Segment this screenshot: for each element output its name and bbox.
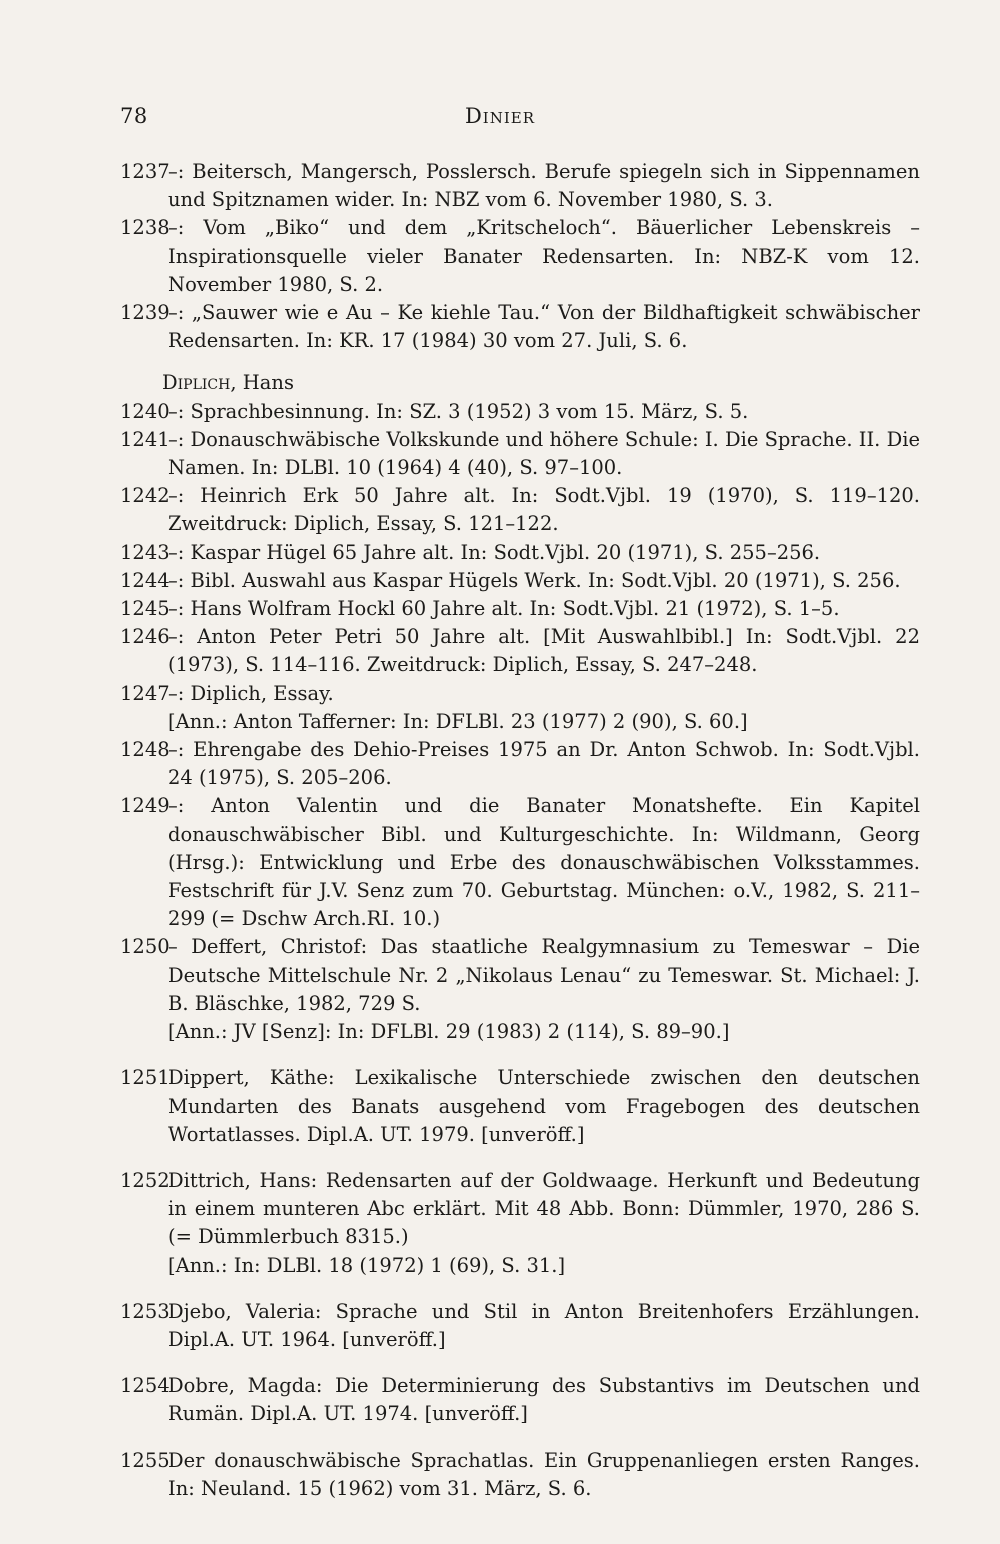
bibliography-entry: [120, 680, 920, 736]
entry-text: –: Anton Peter Petri 50 Jahre alt. [Mit Auswahlbibl.] In: Sodt.Vjbl. 22 (1973), S. 114–116. Zweitdruck: Diplich, Essay, S. 247–248.: [168, 625, 920, 677]
bibliography-entry: [120, 539, 920, 567]
author-surname: Diplich: [162, 371, 231, 395]
entry-text: –: Vom „Biko“ und dem „Kritscheloch“. Bäuerlicher Lebenskreis – Inspirationsquelle vieler Banater Redensarten. In: NBZ-K vom 12. November 1980, S. 2.: [168, 216, 920, 296]
bibliography-list: [120, 158, 920, 1503]
entry-number: 1238: [120, 216, 170, 240]
page-number: 78: [120, 104, 148, 128]
bibliography-entry: [120, 398, 920, 426]
entry-number: 1237: [120, 160, 170, 183]
bibliography-entry: [120, 482, 920, 538]
entry-annotation: [Ann.: In: DLBl. 18 (1972) 1 (69), S. 31.]: [168, 1253, 566, 1277]
bibliography-entry: [120, 1372, 920, 1428]
entry-number: 1251: [120, 1066, 170, 1090]
bibliography-entry: [120, 214, 920, 299]
bibliography-entry: [120, 736, 920, 792]
bibliography-entry: [120, 567, 920, 595]
entry-text: –: Donauschwäbische Volkskunde und höhere Schule: I. Die Sprache. II. Die Namen. In: DLBl. 10 (1964) 4 (40), S. 97–100.: [168, 427, 920, 480]
entry-text: –: Diplich, Essay.: [168, 681, 334, 705]
entry-number: 1246: [120, 625, 170, 649]
bibliography-entry: [120, 1064, 920, 1149]
author-separator: ,: [230, 371, 243, 395]
entry-text: Dobre, Magda: Die Determinierung des Substantivs im Deutschen und Rumän. Dipl.A. UT. 1974. [unveröff.]: [168, 1374, 920, 1426]
entry-text: –: Heinrich Erk 50 Jahre alt. In: Sodt.Vjbl. 19 (1970), S. 119–120. Zweitdruck: Diplich, Essay, S. 121–122.: [168, 484, 920, 536]
entry-number: 1248: [120, 738, 170, 762]
bibliography-entry: [120, 595, 920, 623]
entry-body: [160, 933, 920, 1046]
entry-number: 1242: [120, 484, 170, 508]
entry-number: 1241: [120, 427, 170, 451]
entry-number: 1249: [120, 794, 170, 818]
entry-text: Der donauschwäbische Sprachatlas. Ein Gruppenanliegen ersten Ranges. In: Neuland. 15 (1962) vom 31. März, S. 6.: [168, 1448, 920, 1500]
running-head: Dinier: [464, 104, 536, 128]
entry-number: 1254: [120, 1374, 170, 1398]
bibliography-entry: [120, 792, 920, 933]
entry-text: Dippert, Käthe: Lexikalische Unterschiede zwischen den deutschen Mundarten des Banats ausgehend vom Fragebogen des deutschen Wortatlasses. Dipl.A. UT. 1979. [unveröff.]: [168, 1066, 920, 1146]
bibliography-entry: [120, 1167, 920, 1280]
entry-number: 1247: [120, 681, 170, 705]
entry-annotation: [Ann.: Anton Tafferner: In: DFLBl. 23 (1977) 2 (90), S. 60.]: [168, 709, 748, 733]
entry-number: 1244: [120, 568, 170, 592]
page-header: [120, 104, 880, 140]
entry-number: 1239: [120, 301, 170, 325]
entry-number: 1253: [120, 1299, 170, 1323]
author-given-name: Hans: [242, 371, 294, 395]
bibliography-entry: [120, 426, 920, 482]
entry-text: –: Bibl. Auswahl aus Kaspar Hügels Werk. In: Sodt.Vjbl. 20 (1971), S. 256.: [168, 568, 901, 592]
entry-annotation: [Ann.: JV [Senz]: In: DFLBl. 29 (1983) 2 (114), S. 89–90.]: [168, 1020, 730, 1044]
bibliography-entry: [120, 1298, 920, 1354]
entry-text: –: Beitersch, Mangersch, Posslersch. Berufe spiegeln sich in Sippennamen und Spitznamen wider. In: NBZ vom 6. November 1980, S. 3.: [168, 160, 920, 212]
entry-text: –: Kaspar Hügel 65 Jahre alt. In: Sodt.Vjbl. 20 (1971), S. 255–256.: [168, 540, 821, 564]
entry-text: –: Ehrengabe des Dehio-Preises 1975 an Dr. Anton Schwob. In: Sodt.Vjbl. 24 (1975), S. 205–206.: [168, 738, 920, 790]
bibliography-entry: [120, 933, 920, 1046]
entry-text: Dittrich, Hans: Redensarten auf der Goldwaage. Herkunft und Bedeutung in einem munteren Abc erklärt. Mit 48 Abb. Bonn: Dümmler, 1970, 286 S. (= Dümmlerbuch 8315.): [168, 1168, 920, 1249]
entry-number: 1252: [120, 1168, 170, 1192]
entry-number: 1250: [120, 935, 170, 959]
bibliography-entry: [120, 299, 920, 355]
entry-number: 1240: [120, 399, 170, 423]
entry-text: – Deffert, Christof: Das staatliche Realgymnasium zu Temeswar – Die Deutsche Mittelschule Nr. 2 „Nikolaus Lenau“ zu Temeswar. St. Michael: J. B. Bläschke, 1982, 729 S.: [168, 935, 920, 1015]
entry-number: 1245: [120, 597, 170, 621]
bibliography-entry: [120, 1447, 920, 1503]
entry-text: Djebo, Valeria: Sprache und Stil in Anton Breitenhofers Erzählungen. Dipl.A. UT. 1964. [unveröff.]: [168, 1299, 920, 1351]
entry-body: [160, 680, 920, 736]
entry-text: –: Sprachbesinnung. In: SZ. 3 (1952) 3 vom 15. März, S. 5.: [168, 399, 749, 423]
bibliography-entry: [120, 623, 920, 679]
entry-number: 1243: [120, 540, 170, 564]
entry-number: 1255: [120, 1448, 170, 1472]
entry-text: –: Hans Wolfram Hockl 60 Jahre alt. In: Sodt.Vjbl. 21 (1972), S. 1–5.: [168, 597, 840, 621]
author-heading: [120, 369, 920, 397]
entry-body: [160, 1167, 920, 1280]
bibliography-entry: [120, 158, 920, 214]
entry-text: –: Anton Valentin und die Banater Monatshefte. Ein Kapitel donauschwäbischer Bibl. und Kulturgeschichte. In: Wildmann, Georg (Hrsg.): Entwicklung und Erbe des donauschwäbischen Volksstammes. Festschrift für J.V. Senz zum 70. Geburtstag. München: o.V., 1982, S. 211–299 (= Dschw Arch.RI. 10.): [168, 794, 920, 931]
entry-text: –: „Sauwer wie e Au – Ke kiehle Tau.“ Von der Bildhaftigkeit schwäbischer Redensarten. In: KR. 17 (1984) 30 vom 27. Juli, S. 6.: [168, 301, 920, 353]
